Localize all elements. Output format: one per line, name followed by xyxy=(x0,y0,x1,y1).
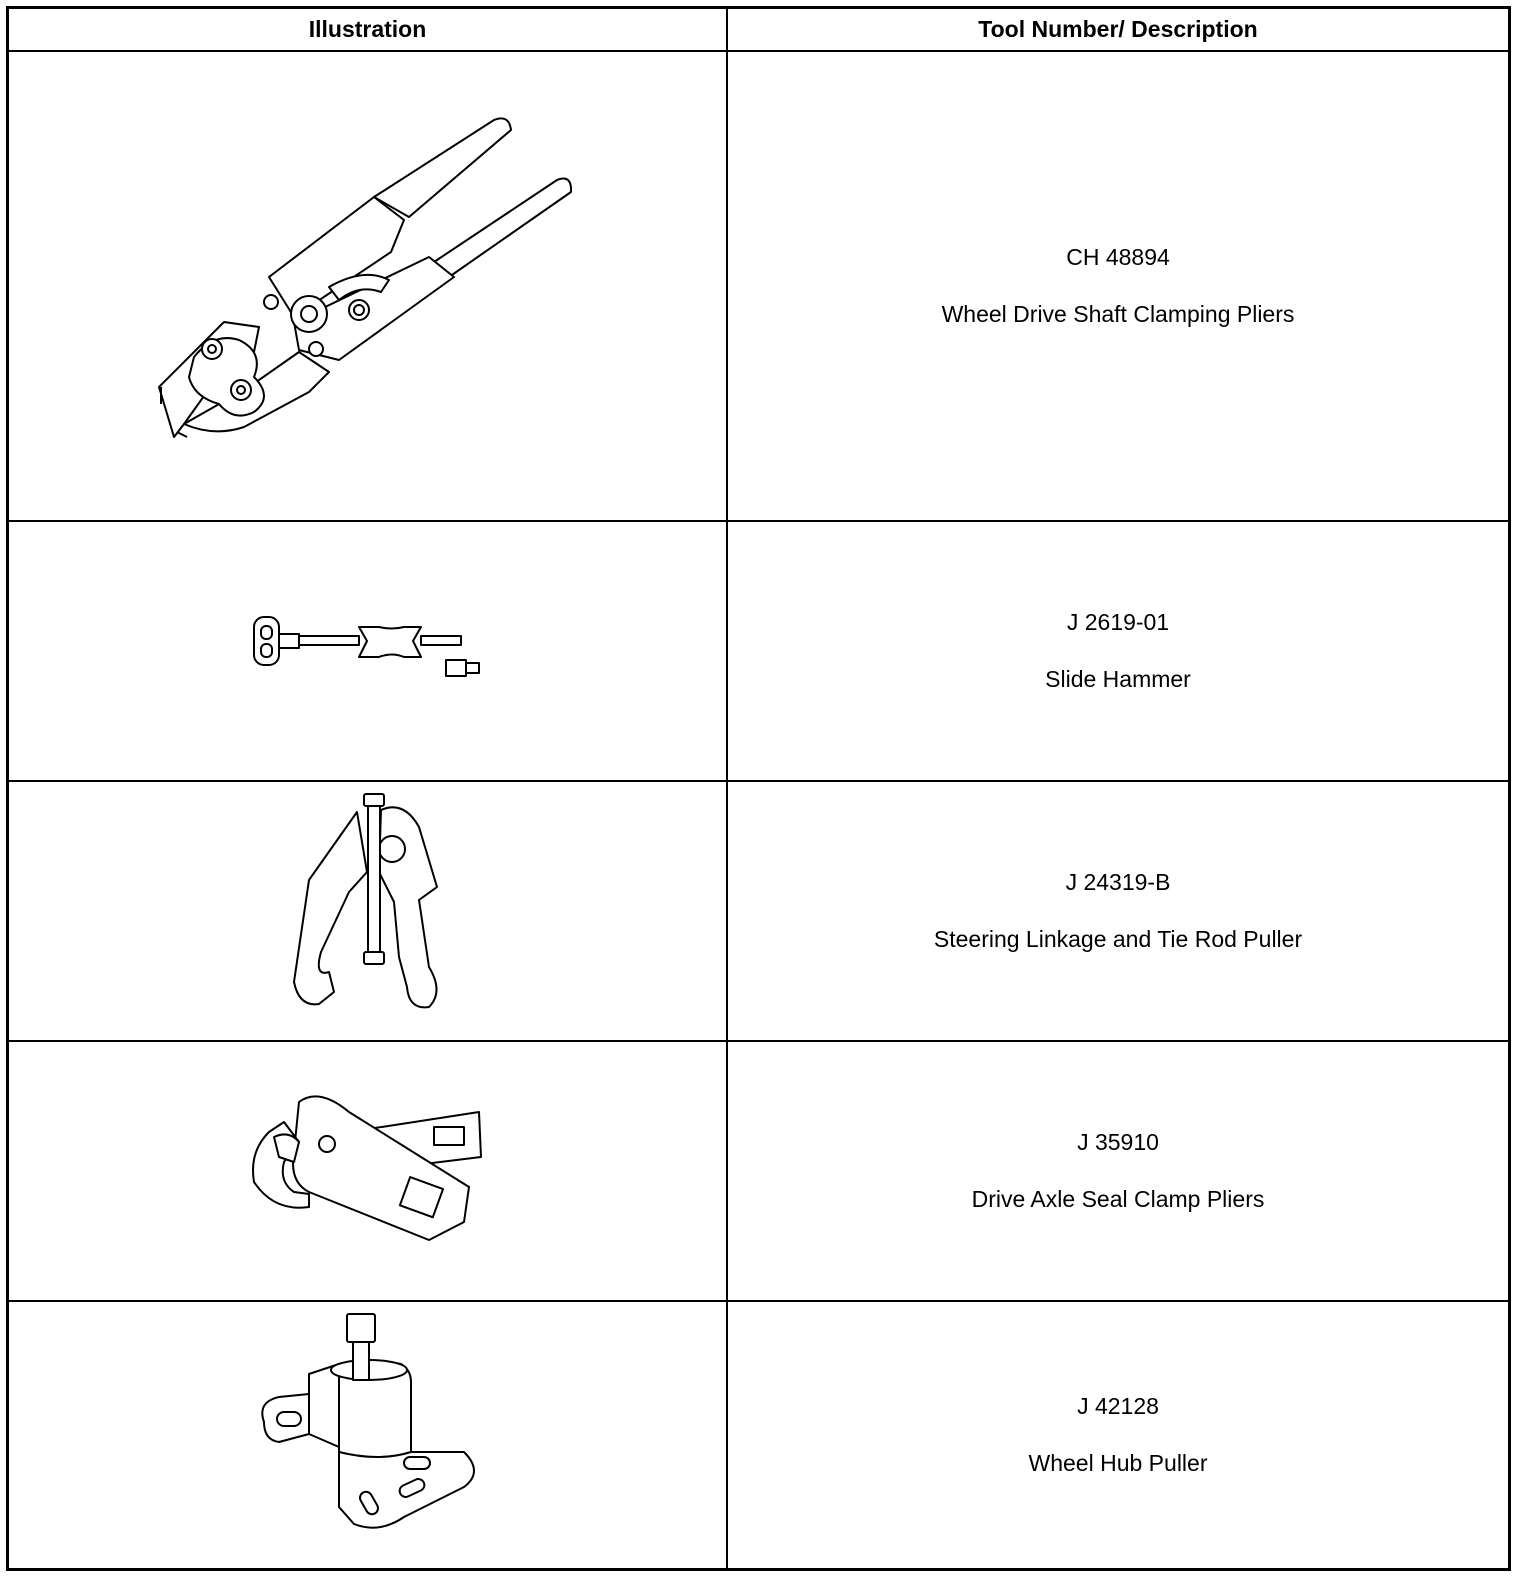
illustration-cell xyxy=(9,52,726,520)
tool-description-cell xyxy=(728,1042,1508,1300)
tool-number: J 42128 xyxy=(1077,1393,1159,1419)
tool-number: J 35910 xyxy=(1077,1129,1159,1155)
special-tools-table xyxy=(6,6,1511,1571)
slide-hammer-icon xyxy=(9,522,726,780)
tie-rod-puller-icon xyxy=(9,782,726,1040)
header-tool-description: Tool Number/ Description xyxy=(978,16,1258,42)
header-illustration: Illustration xyxy=(308,16,427,42)
illustration-cell xyxy=(9,1302,726,1568)
tool-number: J 24319-B xyxy=(1065,869,1171,895)
illustration-cell xyxy=(9,782,726,1040)
table-header xyxy=(9,9,1508,52)
tool-description: Drive Axle Seal Clamp Pliers xyxy=(971,1186,1265,1212)
tool-description: Slide Hammer xyxy=(1045,666,1191,692)
table-row xyxy=(9,1042,1508,1302)
table-row xyxy=(9,52,1508,522)
clamping-pliers-icon xyxy=(9,52,726,520)
table-row xyxy=(9,522,1508,782)
table-row xyxy=(9,782,1508,1042)
tool-description-cell xyxy=(728,522,1508,780)
tool-number: J 2619-01 xyxy=(1066,609,1170,635)
seal-clamp-pliers-icon xyxy=(9,1042,726,1300)
illustration-cell xyxy=(9,522,726,780)
wheel-hub-puller-icon xyxy=(9,1302,726,1568)
tool-description-cell xyxy=(728,52,1508,520)
table-row xyxy=(9,1302,1508,1568)
tool-description-cell xyxy=(728,1302,1508,1568)
tool-description: Wheel Hub Puller xyxy=(1028,1450,1208,1476)
tool-description-cell xyxy=(728,782,1508,1040)
tool-number: CH 48894 xyxy=(1066,244,1170,270)
illustration-cell xyxy=(9,1042,726,1300)
tool-description: Steering Linkage and Tie Rod Puller xyxy=(933,926,1303,952)
tool-description: Wheel Drive Shaft Clamping Pliers xyxy=(941,301,1295,327)
